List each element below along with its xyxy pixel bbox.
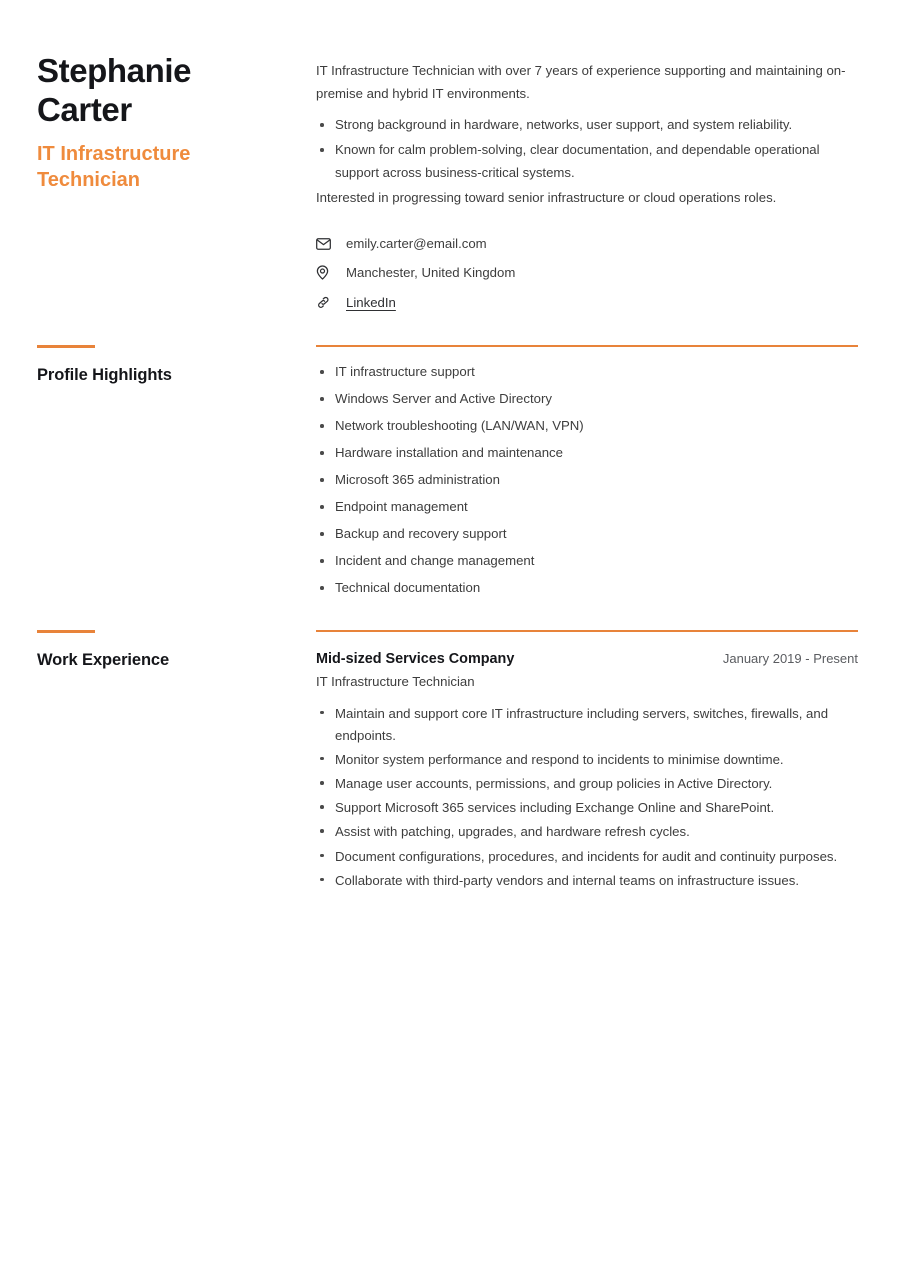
location-pin-icon — [316, 265, 335, 281]
list-item: Backup and recovery support — [316, 527, 858, 542]
job-responsibility-list — [316, 703, 858, 892]
candidate-job-title — [37, 142, 277, 193]
profile-highlights-title: Profile Highlights — [37, 365, 172, 384]
summary-intro: IT Infrastructure Technician with over 7 years of experience supporting and maintaining on-premise and hybrid IT environments. — [316, 63, 846, 101]
summary-closing: Interested in progressing toward senior infrastructure or cloud operations roles. — [316, 189, 777, 205]
work-experience-heading-column — [0, 630, 316, 671]
link-icon — [316, 294, 335, 310]
section-rule-left — [37, 630, 95, 633]
section-work-experience — [0, 630, 900, 894]
list-item: Maintain and support core IT infrastructure including servers, switches, firewalls, and endpoints. — [316, 703, 858, 747]
job-header — [316, 650, 858, 669]
contact-linkedin-row — [316, 294, 858, 311]
section-profile-highlights — [0, 345, 900, 596]
section-rule-left — [37, 345, 95, 348]
list-item: Assist with patching, upgrades, and hardware refresh cycles. — [316, 821, 858, 843]
job-title-line-1: IT Infrastructure — [37, 143, 191, 166]
section-rule-right — [316, 345, 858, 348]
envelope-icon — [316, 236, 335, 252]
name-line-1: Stephanie — [37, 52, 192, 89]
list-item: Windows Server and Active Directory — [316, 392, 858, 407]
list-item: Hardware installation and maintenance — [316, 446, 858, 461]
list-item: Network troubleshooting (LAN/WAN, VPN) — [316, 419, 858, 434]
work-experience-title: Work Experience — [37, 650, 170, 669]
skills-list — [316, 365, 858, 596]
summary-bullet-list — [316, 114, 858, 184]
contact-details — [316, 235, 858, 310]
profile-highlights-heading-column — [0, 345, 316, 386]
list-item: Monitor system performance and respond to incidents to minimise downtime. — [316, 749, 858, 771]
contact-linkedin-link[interactable]: LinkedIn — [346, 294, 396, 310]
contact-location-row — [316, 264, 858, 281]
list-item: Manage user accounts, permissions, and group policies in Active Directory. — [316, 773, 858, 795]
job-role-title: IT Infrastructure Technician — [316, 674, 475, 690]
job-date-range: January 2019 - Present — [722, 651, 858, 667]
contact-email-row — [316, 235, 858, 252]
list-item: Document configurations, procedures, and incidents for audit and continuity purposes. — [316, 846, 858, 868]
professional-summary-column — [316, 52, 900, 311]
contact-location-text: Manchester, United Kingdom — [346, 265, 516, 281]
section-rule-right — [316, 630, 858, 633]
profile-highlights-content-column — [316, 345, 900, 596]
summary-bullet: Known for calm problem-solving, clear documentation, and dependable operational support across business-critical systems. — [316, 139, 858, 184]
list-item: Support Microsoft 365 services including Exchange Online and SharePoint. — [316, 797, 858, 819]
resume-header — [0, 0, 900, 311]
list-item: Microsoft 365 administration — [316, 473, 858, 488]
list-item: Incident and change management — [316, 554, 858, 569]
job-title-line-2: Technician — [37, 168, 140, 191]
contact-email-text[interactable]: emily.carter@email.com — [346, 236, 487, 252]
page-title — [37, 52, 277, 129]
name-line-2: Carter — [37, 90, 132, 128]
list-item: IT infrastructure support — [316, 365, 858, 380]
summary-bullet: Strong background in hardware, networks, user support, and system reliability. — [316, 114, 858, 137]
job-entry — [316, 650, 858, 892]
list-item: Endpoint management — [316, 500, 858, 515]
list-item: Collaborate with third-party vendors and internal teams on infrastructure issues. — [316, 870, 858, 892]
job-company-name: Mid-sized Services Company — [316, 651, 515, 668]
list-item: Technical documentation — [316, 581, 858, 596]
header-identity-column — [0, 52, 316, 193]
work-experience-content-column — [316, 630, 900, 894]
